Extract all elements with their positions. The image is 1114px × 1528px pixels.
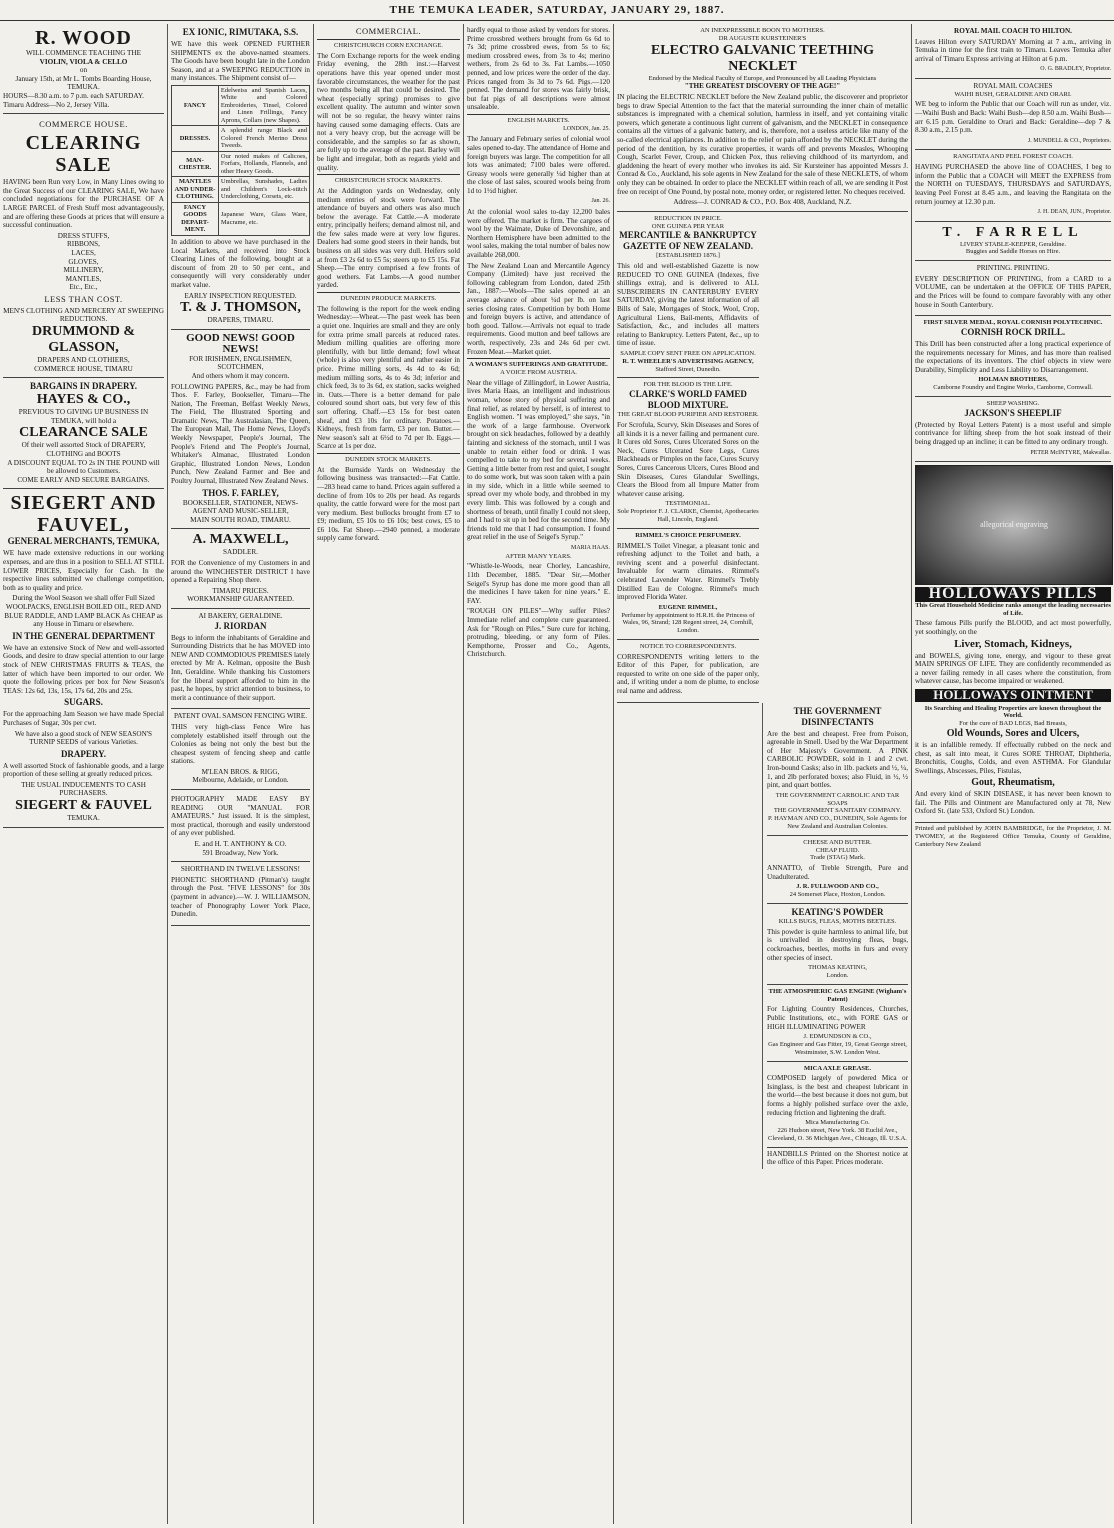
cheap-fluid: CHEAP FLUID. <box>815 846 860 854</box>
keating-body: This powder is quite harmless to animal life, but is unrivalled in destroying fleas, bugs, cockroaches, beetles, moths in furs and every other species of insect. <box>767 927 908 962</box>
maxwell-body: FOR the Convenience of my Customers in and around the WINCHESTER DISTRICT I have opened a Repairing Shop there. <box>171 559 310 585</box>
column-5 <box>614 24 912 1524</box>
holman-addr: Camborne Foundry and Engine Works, Camborne, Cornwall. <box>933 384 1093 392</box>
siegert-ad <box>3 489 164 827</box>
sheep-ad <box>915 397 1111 462</box>
farley-sub: BOOKSELLER, STATIONER, NEWS-AGENT AND MUSIC-SELLER, <box>182 498 299 516</box>
rimmel-body: RIMMEL'S Toilet Vinegar, a pleasant tonic and refreshing adjunct to the Toilet and bath, a reviving scent and a powerful disinfectant. Invaluable for warm climates. Rimmel's celebrated Lavender Water. Rimmel's Trebly Distilled Eau de Cologne. Rimmel's much improved Florida Water. <box>617 541 759 602</box>
holloway-pills-banner: HOLLOWAYS PILLS <box>915 587 1111 602</box>
atmospheric-body: For Lighting Country Residences, Churches, Public Institutions, etc., with FORE GAS or HIGH ILLUMINATING POWER <box>767 1005 908 1031</box>
clearing-sale-title: CLEARING SALE <box>25 132 142 177</box>
wood-line-5: HOURS—8.30 a.m. to 7 p.m. each SATURDAY. <box>3 91 144 100</box>
jackson-body: (Protected by Royal Letters Patent) is a most useful and simple contrivance for lifting sheep from the hot soak instead of their being dragged up an incline; it can be fitted to any ordinary trough. <box>915 420 1111 446</box>
imprint: Printed and published by JOHN BAMBRIDGE, for the Proprietor, J. M. TWOMEY, at the Registered Office Temuka, County of Geraldine, Canterbury New Zealand <box>915 825 1111 848</box>
govt-co: THE GOVERNMENT CARBOLIC AND TAR SOAPS <box>775 791 900 807</box>
farley-name: THOS. F. FARLEY, <box>202 487 279 498</box>
stock-title: CHRISTCHURCH STOCK MARKETS. <box>334 177 443 185</box>
govt-title: THE GOVERNMENT DISINFECTANTS <box>793 705 882 727</box>
rangitata-ad <box>915 150 1111 221</box>
wood-name: R. WOOD <box>35 27 132 49</box>
maxwell-ad <box>171 529 310 609</box>
goods-key: DRESSES. <box>172 126 219 152</box>
wheeler-addr: Stafford Street, Dunedin. <box>655 365 721 373</box>
column-2 <box>168 24 314 1524</box>
wood-line-3: on <box>79 66 88 75</box>
cornish-body: This Drill has been constructed after a long practical experience of the requirements necessary for Mines, and has more than realised the expectations of its inventors. The chief objects in view were Durability, Simplicity and Less Liability to Disarrangement. <box>915 340 1111 374</box>
holloway-body-2: and BOWELS, giving tone, energy, and vigour to these great MAIN SPRINGS OF LIFE. They are confidently recommended as a never failing remedy in all cases where the constitution, from whatever cause, has become impaired or weakened. <box>915 651 1111 686</box>
cornish-title: CORNISH ROCK DRILL. <box>960 327 1066 338</box>
farrell-body: Buggies and Saddle Horses on Hire. <box>965 248 1061 256</box>
thomson-sub: DRAPERS, TIMARU. <box>207 316 274 325</box>
dress-line-6: MANTLES, <box>65 274 102 283</box>
hayes-text2: Of their well assorted Stock of DRAPERY, CLOTHING and BOOTS <box>21 441 146 459</box>
samson-title: PATENT OVAL SAMSON FENCING WIRE. <box>173 712 308 721</box>
sheep-title: SHEEP WASHING. <box>986 400 1040 408</box>
column-5-right <box>762 703 908 1169</box>
siegert-footer-town: TEMUKA. <box>67 814 100 823</box>
hayes-name: HAYES & CO., <box>36 392 131 408</box>
gazette-body: This old and well-established Gazette is now REDUCED TO ONE GUINEA (Indexes, five shillings extra), and is delivered to ALL SUBSCRIBERS IN CANTERBURY EVERY SATURDAY, giving the latest information of all Bills of Sale, Mortgages of Stock, Wool, Crop, Agricultural Liens, Bail-ments, Affidavits of Satisfaction, &c., and includes all matters relating to Bankruptcy. Letters Patent, &c., up to time of issue. <box>617 262 759 348</box>
royal-mail-title: ROYAL MAIL COACH TO HILTON. <box>954 27 1072 35</box>
dunedin-stock-title: DUNEDIN STOCK MARKETS. <box>345 455 432 463</box>
goods-row <box>172 177 310 203</box>
woman-sub: A VOICE FROM AUSTRIA. <box>500 368 577 376</box>
reduction-title: REDUCTION IN PRICE. <box>654 214 722 222</box>
royal-body: Leaves Hilton every SATURDAY Morning at 7 a.m., arriving in Temuka in time for the first train to Timaru. Leaves Temuka after arrival of Timaru Express arriving at Hilton at 6 p.m. <box>915 37 1111 63</box>
goods-row <box>172 126 310 152</box>
grocery-body: We have an extensive Stock of New and well-assorted Goods, and desire to draw special attention to our large stock of NEW CHRISTMAS FRUITS & TEAS, the latter of which have been imported to our order. We quote the following prices per box for New Season's TEAS: 12s 6d, 13s, 15s, 17s 6d, 20s and 25s. <box>3 643 164 695</box>
divider <box>317 292 460 293</box>
column-3 <box>314 24 464 1524</box>
ionic-body: WE have this week OPENED FURTHER SHIPMENTS ex the above-named steamers. The Goods have been bought late in the London Season, and at a SWEEPING REDUCTION in many instances. The Shipment consist of— <box>171 40 310 83</box>
rangitata-body: HAVING PURCHASED the above line of COACHES, I beg to inform the Public that a COACH will MEET the EXPRESS from the NORTH on TUESDAYS, THURSDAYS and SATURDAYS, leaving Peel Forest at 8.45 a.m., and leaving the Rangitata on the return journey at 12.30 p.m. <box>915 163 1111 206</box>
galvanic-title: ELECTRO GALVANIC TEETHING NECKLET <box>650 42 875 74</box>
rough-body: "ROUGH ON PILES"—Why suffer Piles? Immediate relief and complete cure guaranteed. Ask for "Rough on Piles." Sure cure for itching, protruding, bleeding, or any form of Piles. Kempthorne, Prosser and Co., Agents, Christchurch. <box>467 607 610 659</box>
grocery-title: IN THE GENERAL DEPARTMENT <box>12 630 155 641</box>
stock-body: At the Addington yards on Wednesday, only medium entries of stock were forward. The attendance of buyers and others was also much below the average. Fat Cattle.—A moderate entry, principally heifers; demand almost nil, and the few sales made were at very low figures. Dealers had some good steers in their hands, but business on all sides was very dull. Heifers sold at from £3 2s 6d to £5 5s; steers up to £5 15s. Fat Sheep.—The entry comprised a few fronts of good wethers. Fat Lambs.—A good number yarded. <box>317 186 460 290</box>
cornish-medal: FIRST SILVER MEDAL, ROYAL CORNISH POLYTECHNIC. <box>923 319 1103 327</box>
goods-value: Our noted makes of Calicoes, Forfars, Hollands, Flannels, and other Heavy Goods. <box>218 151 309 177</box>
blood-title: FOR THE BLOOD IS THE LIFE. <box>643 381 733 389</box>
ointment-cure: For the cure of BAD LEGS, Bad Breasts, <box>959 720 1067 728</box>
gas-engine-ad <box>767 985 908 1062</box>
holloway-engraving-caption: allegorical engraving <box>980 519 1048 529</box>
wood-line-4: January 15th, at Mr L. Tombs Boarding House, TEMUKA. <box>15 74 152 92</box>
maxwell-sub: SADDLER. <box>223 548 258 557</box>
mclean-sub: Melbourne, Adelaide, or London. <box>192 776 289 785</box>
holloway-sub: This Great Household Medicine ranks amongst the leading necessaries of Life. <box>915 601 1111 617</box>
goods-key: MANTLES AND UNDER-CLOTHING. <box>172 177 219 203</box>
guinea-line: ONE GUINEA PER YEAR <box>651 222 725 230</box>
waihi-body: WE beg to inform the Public that our Coach will run as under, viz.—Waihi Bush and Back: Waihi Bush—dep 8.50 a.m. Waihi Bush—arr 6.15 p.m. Geraldine to Orari and Back: Geraldine—dep 7 & 8.30 a.m., 2.15 p.m. <box>915 100 1111 135</box>
sample-copy: SAMPLE COPY SENT FREE ON APPLICATION. <box>620 350 756 358</box>
keating-addr: London. <box>826 971 849 979</box>
bargains-title: BARGAINS IN DRAPERY. <box>29 381 138 392</box>
shorthand-title: SHORTHAND IN TWELVE LESSONS! <box>180 865 301 874</box>
farrell-ad <box>915 222 1111 262</box>
printing-body: EVERY DESCRIPTION OF PRINTING, from a CARD to a VOLUME, can be undertaken at the OFFICE OF THIS PAPER, and the Prices will be found to compare favorably with any other house in South Canterbury. <box>915 274 1111 309</box>
mundell-name: J. MUNDELL & CO., Proprietors. <box>1027 137 1111 144</box>
clarke-ad <box>617 378 759 528</box>
siegert-name: SIEGERT AND FAUVEL, <box>10 492 157 537</box>
conrad-address: Address—J. CONRAD & CO., P.O. Box 408, Auckland, N.Z. <box>673 198 852 207</box>
english-date-1: LONDON, Jan. 25. <box>563 125 610 132</box>
dress-line-4: GLOVES, <box>68 257 99 266</box>
ointment-body: it is an infallible remedy. If effectually rubbed on the neck and chest, as salt into meat, it Cures SORE THROAT, Diphtheria, Bronchitis, Coughs, Colds, and even ASTHMA. For Glandular Swellings, Abscesses, Piles, Fistulas, <box>915 740 1111 775</box>
mica-body: COMPOSED largely of powdered Mica or Isinglass, is the best and cheapest lubricant in the world—the best because it does not gum, but forms a highly polished surface over the axle, reducing friction and lightening the draft. <box>767 1074 908 1117</box>
testimonial-title: TESTIMONIAL. <box>665 500 711 508</box>
sugars-title: SUGARS. <box>64 697 103 708</box>
clarke-title: CLARKE'S WORLD FAMED BLOOD MIXTURE. <box>629 389 747 411</box>
dean-name: J. H. DEAN, JUN., Proprietor. <box>1037 209 1111 216</box>
notice-title: NOTICE TO CORRESPONDENTS. <box>639 642 737 650</box>
necklet-body: IN placing the ELECTRIC NECKLET before the New Zealand public, the discoverer and proprietor begs to draw Special Attention to the fact that the material surrounding the inner chain of metallic substances is impregnated with a chemical solution, harmless in itself, and yet containing vitalic powers, which generate a continuous light current of galvanism, and the NECKLET in consequence contains all the virtues of a galvanic battery, and is, therefore, not a useless article like many of the so-called electrical appliances. In addition to the relief or pain afforded by the NECKLET during the period of the dentition, by its curative properties, it wards off and prevents Measles, Whooping Cough, Scarlet Fever, Croup, and Chicken Pox, thus relieving childhood of its martyrdom, and gladdening the heart of every mother who invokes its aid. Sir Kursteiner has appointed Messrs J. Conrad & Co., Auckland, his sole agents in New Zealand for the sale of these NECKLETS, of whom only they can be obtained. In order to place the NECKLET within reach of all, we are sending it Post free on receipt of One Pound, by postal note, money order, or registered letter. No cheques received. <box>617 92 908 196</box>
annatto-ad <box>767 836 908 904</box>
rangitata-title: RANGITATA AND PEEL FOREST COACH. <box>953 153 1073 161</box>
less-than-cost: LESS THAN COST. <box>44 293 123 304</box>
wood-ad <box>3 24 164 114</box>
good-news-sub2: And others whom it may concern. <box>191 371 290 380</box>
mercantile-title: MERCANTILE & BANKRUPTCY GAZETTE OF NEW ZEALAND. <box>619 230 757 252</box>
divider <box>467 114 610 115</box>
hayes-text: PREVIOUS TO GIVING UP BUSINESS IN TEMUKA, will hold a <box>18 408 149 425</box>
clearing-body: HAVING been Run very Low, in Many Lines owing to the Great Success of our CLEARING SALE, We have concluded negotiations for the PURCHASE OF A LARGE PARCEL of Fresh Stuff most advantageously, and are offering these Goods at prices that will ensure a successful continuation. <box>3 178 164 230</box>
samson-body: THIS very high-class Fence Wire has completely established itself through out the Colonies as being not only the best but the cheapest system of fencing sheep and cattle stations. <box>171 722 310 766</box>
fullwood-addr: 24 Somerset Place, Hoxton, London. <box>789 891 886 899</box>
riordan-name: J. RIORDAN <box>214 620 267 631</box>
drapery-body: A well assorted Stock of fashionable goods, and a large proportion of these selling at greatly reduced prices. <box>3 761 164 779</box>
anthony-addr: 591 Broadway, New York. <box>202 848 279 857</box>
drummond-addr: COMMERCE HOUSE, TIMARU <box>34 364 133 373</box>
holloway-engraving <box>915 465 1113 585</box>
annatto-body: ANNATTO, of Treble Strength, Pure and Unadulterated. <box>767 864 908 881</box>
holloway-body: These famous Pills purify the BLOOD, and act most powerfully, yet soothingly, on the <box>915 619 1111 636</box>
rimmel-addr: Perfumer by appointment to H.R.H. the Princess of Wales, 96, Strand; 128 Regent street, 24, Cornhill, London. <box>621 611 755 635</box>
dress-line-5: MILLINERY, <box>63 266 104 275</box>
mens-clothing: MEN'S CLOTHING AND MERCERY AT SWEEPING REDUCTIONS. <box>3 306 164 324</box>
rimmel-name: EUGENE RIMMEL, <box>658 603 718 611</box>
rimmel-title: RIMMEL'S CHOICE PERFUMERY. <box>635 531 741 539</box>
after-title: AFTER MANY YEARS. <box>505 552 572 560</box>
anthony-name: E. and H. T. ANTHONY & CO. <box>194 840 287 849</box>
commerce-house-title: COMMERCE HOUSE. <box>39 119 128 130</box>
thomson-name: T. & J. THOMSON, <box>180 300 301 316</box>
printing-ad <box>915 261 1111 316</box>
market-continued: hardly equal to those asked by vendors for stores. Prime crossbred wethers brought from 6s 6d to 7s 3d; prime crossbred ewes, from 5s to 6s; medium crossbred ewes, from 3s to 4s; merino wethers, from 2s 6d to 3s. Fat Lambs.—1050 penned, and low prices were the order of the day. Prices ranged from 3s 3d to 7s 6d. Pigs.—120 penned. The demand for stores was fairly brisk, but fat pigs of all descriptions were almost unsaleable. <box>467 26 610 112</box>
wood-line-6: Timaru Address—No 2, Jersey Villa. <box>3 100 110 109</box>
mica-title: MICA AXLE GREASE. <box>804 1064 871 1072</box>
notice-ad <box>617 640 759 703</box>
hilton-coach-ad <box>915 24 1111 79</box>
farrell-name: T. FARRELL <box>942 224 1084 240</box>
timaru-prices: TIMARU PRICES. <box>212 586 269 595</box>
goods-row <box>172 151 310 177</box>
edmundson-addr: Gas Engineer and Gas Fitter, 19, Great George street, Westminster, S.W. London West. <box>768 1040 907 1056</box>
divider <box>467 358 610 359</box>
ionic-ad <box>171 24 310 330</box>
bakery-title: AI BAKERY, GERALDINE. <box>198 611 283 620</box>
dunedin-produce-title: DUNEDIN PRODUCE MARKETS. <box>340 295 437 303</box>
wood-line-2: VIOLIN, VIOLA & CELLO <box>39 57 128 66</box>
divider <box>317 39 460 40</box>
waihi-coach-ad <box>915 79 1111 150</box>
holman-name: HOLMAN BROTHERS, <box>978 376 1048 384</box>
ointment-body-2: And every kind of SKIN DISEASE, it has never been known to fail. The Pills and Ointment are Manufactured only at 78, New Oxford St. (late 533, Oxford St.) London. <box>915 790 1111 816</box>
commercial-title: COMMERCIAL. <box>355 26 422 36</box>
handbills: HANDBILLS Printed on the Shortest notice at the office of this Paper. Prices moderate. <box>767 1149 908 1167</box>
wheeler-name: R. T. WHEELER'S ADVERTISING AGENCY, <box>622 357 754 365</box>
clarke-proprietor: Sole Proprietor F. J. CLARKE, Chemist, Apothecaries Hall, Lincoln, England. <box>617 508 759 523</box>
ionic-body-2: In addition to above we have purchased in the Local Markets, and received into Stock Clearing Lines of the following, bought at a discount of from 20 to 50 per cent., and consequently will very considerably under market value. <box>171 237 310 289</box>
riordan-body: Begs to inform the inhabitants of Geraldine and Surrounding Districts that he has MOVED into NEW AND COMMODIOUS PREMISES lately erected by Mr A. Kelman, opposite the Bush Inn, Geraldine. While thanking his Customers for the liberal support afforded to him in the past, he hopes, by strict attention to business, to merit a continuance of their support. <box>171 633 310 702</box>
dress-line-2: RIBBONS, <box>67 240 100 249</box>
holloway-ad <box>915 462 1111 823</box>
wood-line-1: WILL COMMENCE TEACHING THE <box>25 49 142 57</box>
dress-line-3: LACES, <box>71 248 96 257</box>
woman-title: A WOMAN'S SUFFERINGS AND GRATITUDE. <box>469 361 608 369</box>
english-body-2: At the colonial wool sales to-day 12,200 bales were offered. The market is firm. The cargoes of wool by the Waimate, Duke of Devonshire, and Northern Hemisphere have been admitted to the wool sales, making the total number of bales now available 268,000. <box>467 208 610 260</box>
notice-body: CORRESPONDENTS writing letters to the Editor of this Paper, for publication, are requested to write on one side of the paper only, and, if writing under a nom de plume, to enclose real name and address. <box>617 652 759 696</box>
ionic-title: EX IONIC, RIMUTAKA, S.S. <box>182 27 299 37</box>
early-inspection: EARLY INSPECTION REQUESTED. <box>184 291 297 300</box>
dress-line-7: Etc., Etc., <box>69 283 98 292</box>
column-6 <box>912 24 1114 1524</box>
holloway-ointment-banner: HOLLOWAYS OINTMENT <box>915 689 1111 702</box>
hayes-discount: A DISCOUNT EQUAL TO 2s IN THE POUND will be allowed to Customers. <box>7 458 160 476</box>
maxwell-name: A. MAXWELL, <box>192 532 289 548</box>
keating-title: KEATING'S POWDER <box>791 906 884 917</box>
goods-key: FANCY <box>172 85 219 126</box>
disinfectant-ad <box>767 703 908 836</box>
ointment-wounds: Old Wounds, Sores and Ulcers, <box>946 727 1080 739</box>
gazette-ad <box>617 212 759 379</box>
hayman-agents: P. HAYMAN AND CO., DUNEDIN, Sole Agents for New Zealand and Australian Colonies. <box>768 815 907 830</box>
keating-name: THOMAS KEATING, <box>808 964 867 972</box>
royal-mail-2: ROYAL MAIL COACHES <box>973 81 1053 90</box>
siegert-body: WE have made extensive reductions in our working expenses, and are thus in a position to SELL AT STILL LOWER PRICES, Especially for Cash. In the respective lines submitted we challenge competition, both as to quality and price. <box>3 549 164 592</box>
after-body: "Whistle-le-Woods, near Chorley, Lancashire, 11th December, 1885. "Dear Sir,—Mother Seigel's Syrup has done me more good than all the medicines I have taken for nine years." E. FAY. <box>467 562 610 605</box>
mica-ad <box>767 1062 908 1148</box>
drapery-title: DRAPERY. <box>60 748 107 759</box>
holloway-organs: Liver, Stomach, Kidneys, <box>954 637 1072 650</box>
bradley-name: O. G. BRADLEY, Proprietor. <box>1040 66 1111 73</box>
kursteiner-name: DR AUGUSTE KURSTEINER'S <box>718 34 807 42</box>
jackson-title: JACKSON'S SHEEPLIF <box>964 407 1062 418</box>
greatest-line: "THE GREATEST DISCOVERY OF THE AGE!" <box>684 82 841 91</box>
commerce-house-ad <box>3 114 164 378</box>
cornish-ad <box>915 316 1111 397</box>
hayes-come: COME EARLY AND SECURE BARGAINS. <box>17 475 150 484</box>
photo-body: PHOTOGRAPHY MADE EASY BY READING OUR "MANUAL FOR AMATEURS." Just issued. It is the simplest, most practical, thorough and easily understood of any ever published. <box>171 795 310 838</box>
hayes-sale: CLEARANCE SALE <box>19 425 148 441</box>
maria-signature: MARIA HAAS. <box>570 545 610 552</box>
column-4 <box>464 24 614 1524</box>
keating-ad <box>767 904 908 985</box>
shorthand-body: PHONETIC SHORTHAND (Pitman's) taught through the Post. "FIVE LESSONS" for 30s (payment in advance).—W. J. WILLIAMSON, teacher of Phonography Lower York Place, Dunedin. <box>171 875 310 919</box>
usual-inducements: THE USUAL INDUCEMENTS TO CASH PURCHASERS. <box>21 780 146 798</box>
goods-value: Umbrellas, Sunshades, Ladies and Children's Lock-stitch Underclothing, Corsets, etc. <box>218 177 309 203</box>
corn-title: CHRISTCHURCH CORN EXCHANGE. <box>334 42 443 49</box>
established-line: [ESTABLISHED 1876.] <box>656 252 720 260</box>
govt-sanitary: THE GOVERNMENT SANITARY COMPANY. <box>773 807 902 815</box>
mica-co: Mica Manufacturing Co. <box>805 1119 870 1127</box>
column-1 <box>0 24 168 1524</box>
mcintyre-name: PETER McINTYRE, Makwallas. <box>1030 449 1111 456</box>
english-markets-title: ENGLISH MARKETS. <box>507 116 570 124</box>
printing-title: PRINTING. PRINTING. <box>976 264 1050 273</box>
woman-body: Near the village of Zillingdorf, in Lower Austria, lives Maria Haas, an intelligent and industrious woman, whose story of physical suffering and final relief, as related by herself, is of interest to English women. "I was employed," she says, "in the work of a large farmhouse. Overwork brought on sick headaches, followed by a deathly fainting and sickness of the stomach, until I was unable to retain either food or drink. I was compelled to take to my bed for several weeks. Getting a little better from rest and quiet, I sought to do some work, but was soon taken with a pain in my side, which in a little while seemed to spread over my whole body, and throbbed in my every limb. This was followed by a cough and shortness of breath, until finally I could not sleep, and I had to sit up in bed for the second time. My friends told me that I had consumption. I found great relief in the use of Seigel's Syrup." <box>467 378 610 542</box>
masthead: THE TEMUKA LEADER, SATURDAY, JANUARY 29, 1887. <box>0 0 1114 21</box>
goods-value: Edelweiss and Spanish Laces, White and Colored Embroideries, Tinsel, Colored and Linen Frillings, Fancy Aprons, Collars (new Shapes). <box>218 85 309 126</box>
fullwood-name: J. R. FULLWOOD AND CO., <box>796 883 879 891</box>
drummond-sub: DRAPERS AND CLOTHIERS, <box>37 356 130 365</box>
riordan-ad <box>171 609 310 709</box>
photo-ad <box>171 790 310 862</box>
boon-title: AN INEXPRESSIBLE BOON TO MOTHERS. <box>700 27 825 34</box>
dress-line-1: DRESS STUFFS, <box>57 231 110 240</box>
goods-value: A splendid range Black and Colored French Merino Dress Tweeds. <box>218 126 309 152</box>
blood-purifier: THE GREAT BLOOD PURIFIER AND RESTORER. <box>617 411 759 419</box>
workmanship: WORKMANSHIP GUARANTEED. <box>187 595 294 604</box>
dunedin-produce-body: The following is the report for the week ending Wednesday:—Wheat.—The past week has been a quiet one. Inquiries are small and they are only for extra prime small parcels at reduced rates. Medium milling qualities are offering more plentifully, with but little demand; fowl wheat (whole) is also very plentiful and rather easier in price. Prime milling sorts, 4s 4d to 4s 6d; medium milling sorts, 4s to 4s 3d; inferior and chick feed, 3s to 3s 6d, ex station, sacks weighed in. Oats.—There is a better demand for pale coloured sound short oats, but very few of this sort offering. Chaff.—£3 15s for best oaten sheaf, and £3 10s for ordinary. Potatoes.—Kidneys, fresh from farm, £3 per ton. Butter.—New season's salt at 6½d to 7d per lb. Eggs.—Scarce at 1s per doz. <box>317 304 460 451</box>
good-news-title: GOOD NEWS! GOOD NEWS! <box>186 331 295 355</box>
mclean-name: M'LEAN BROS. & RIGG, <box>201 767 280 776</box>
column-5-left <box>617 212 763 703</box>
siegert-wool: During the Wool Season we shall offer Full Sized WOOLPACKS, ENGLISH BOILED OIL, RED AND BLUE RADDLE, AND LAMP BLACK As CHEAP as any House in Timaru or elsewhere. <box>4 594 163 629</box>
waihi-title: WAIHI BUSH, GERALDINE AND ORARI. <box>954 90 1072 98</box>
blood-body: For Scrofula, Scurvy, Skin Diseases and Sores of all kinds it is a never failing and permanent cure. It Cures old Sores, Cures Ulcerated Sores on the Neck, Cures Ulcerated Sore Legs, Cures Blackheads or Pimples on the face, Cures Scurvy Sores, Cures Cancerous Ulcers, Cures Blood and Skin Diseases, Cures Glandular Swellings, Clears the Blood from all Impure Matter from whatever cause arising. <box>617 421 759 498</box>
dunedin-stock-body: At the Burnside Yards on Wednesday the following business was transacted:—Fat Cattle.—283 head came to hand. Prices again suffered a decline of from 10s to 20s per head. As regards quality, the cattle forward were for the most part very medium. Best bullocks brought from £7 to £9; medium, £5 10s to £6 10s; best cows, £5 to £6 10s. Fat Sheep.—2940 penned, a moderate supply came forward. <box>317 465 460 543</box>
shorthand-ad <box>171 862 310 926</box>
farley-addr: MAIN SOUTH ROAD, TIMARU. <box>190 515 291 524</box>
trade-mark: Trade (STAG) Mark. <box>810 854 865 862</box>
corn-body: The Corn Exchange reports for the week ending Friday evening, the 28th inst.:—Harvest operations have this year opened under most favorable circumstances, the weather for the past two months being all that could be desired. The wheat (especially spring) promises to give excellent quality. The autumn and winter sown will not be so regular, the heavy winter rains having caused some damaging effects. Oats are not a very heavy crop, but the acreage will be considerable, and the samples so far as shown, are fully up to the average of the past. Barley will be light and irregular, both as regards yield and quality. <box>317 51 460 172</box>
english-body-1: The January and February series of colonial wool sales opened to-day. The attendance of Home and foreign buyers was large. The competition for all lots was animated; 7100 bales were offered. Greasy wools were generally ¼d higher than at the close of last sales, scoured wools being from 1d to 1½d higher. <box>467 135 610 195</box>
keating-sub: KILLS BUGS, FLEAS, MOTHS BEETLES. <box>778 917 897 925</box>
farley-body: FOLLOWING PAPERS, &c., may be had from Thos. F. Farley, Bookseller, Timaru—The Nation, The Freeman, Belfast Weekly News, The Field, The Illustrated Sporting and Dramatic News, The Australasian, The Queen, The European Mail, The Home News, Lloyd's Weekly Newspaper, People's Journal, The People's Friend and The People's Journal, Whitaker's Almanac, Illustrated London Graphic, Illustrated London News, London Punch, New Zealand Farmer and Bee and Poultry Journal, Illustrated New Zealand News. <box>171 382 310 486</box>
turnip-body: We have also a good stock of NEW SEASON'S TURNIP SEEDS of various Varieties. <box>14 729 153 747</box>
divider <box>317 174 460 175</box>
sugars-body: For the approaching Jam Season we have made Special Purchases of Sugar, 30s per cwt. <box>3 710 164 727</box>
goods-row <box>172 85 310 126</box>
necklet-ad <box>617 24 908 212</box>
goods-key: MAN-CHESTER. <box>172 151 219 177</box>
english-date-2: Jan. 26. <box>591 198 610 205</box>
hayes-ad <box>3 378 164 489</box>
gout-title: Gout, Rheumatism, <box>971 777 1055 789</box>
goods-row <box>172 202 310 235</box>
edmundson-name: J. EDMUNDSON & CO., <box>803 1033 872 1041</box>
drummond-name: DRUMMOND & GLASSON, <box>31 324 136 356</box>
goods-table <box>171 85 310 236</box>
atmospheric-title: THE ATMOSPHERIC GAS ENGINE (Wigham's Patent) <box>768 987 907 1003</box>
endorsed-line: Endorsed by the Medical Faculty of Europe, and Pronounced by all Leading Physicians <box>648 74 877 82</box>
cheese-title: CHEESE AND BUTTER. <box>803 838 872 846</box>
ointment-sub: Its Searching and Healing Properties are known throughout the World. <box>924 704 1102 720</box>
nz-loan-body: The New Zealand Loan and Mercantile Agency Company (Limited) have just received the following cablegram from London, dated 25th Jan., 1887:—Wools—The sales opened at an average advance of about ¼d per lb. on last series closing rates. Competition by both Home and foreign buyers is active, and attendance of both good. Tallow.—Arrivals not equal to trade requirements. Good mutton and beef tallows are worth, respectively, 23s and 24s 6d per cwt. Frozen Meat.—Market quiet. <box>467 261 610 356</box>
samson-ad <box>171 709 310 790</box>
mica-addr: 226 Hudson street, New York. 38 Euclid Ave., Cleveland, O. 36 Michigan Ave., Chicago, Ill. U.S.A. <box>768 1127 907 1142</box>
goods-value: Japanese Ware, Glass Ware, Macrame, etc. <box>218 202 309 235</box>
govt-body: Are the best and cheapest. Free from Poison, agreeable in Smell. Used by the War Department of Her Majesty's Government. A PINK CARBOLIC POWDER, sold in 1 and 2 cwt. Iron-bound Casks; also in 1lb. packets and ½, ¼, 1, and 2lb perforated boxes; also Fluid, in ½, ½ pint, and quart bottles. <box>767 729 908 790</box>
siegert-sub: GENERAL MERCHANTS, TEMUKA, <box>7 536 160 547</box>
farley-ad <box>171 330 310 530</box>
goods-key: FANCY GOODS DEPART-MENT. <box>172 202 219 235</box>
rimmel-ad <box>617 529 759 640</box>
divider <box>317 453 460 454</box>
good-news-sub: FOR IRISHMEN, ENGLISHMEN, SCOTCHMEN, <box>189 354 292 372</box>
farrell-sub: LIVERY STABLE-KEEPER, Geraldine. <box>959 240 1067 248</box>
siegert-footer: SIEGERT & FAUVEL <box>15 798 152 814</box>
